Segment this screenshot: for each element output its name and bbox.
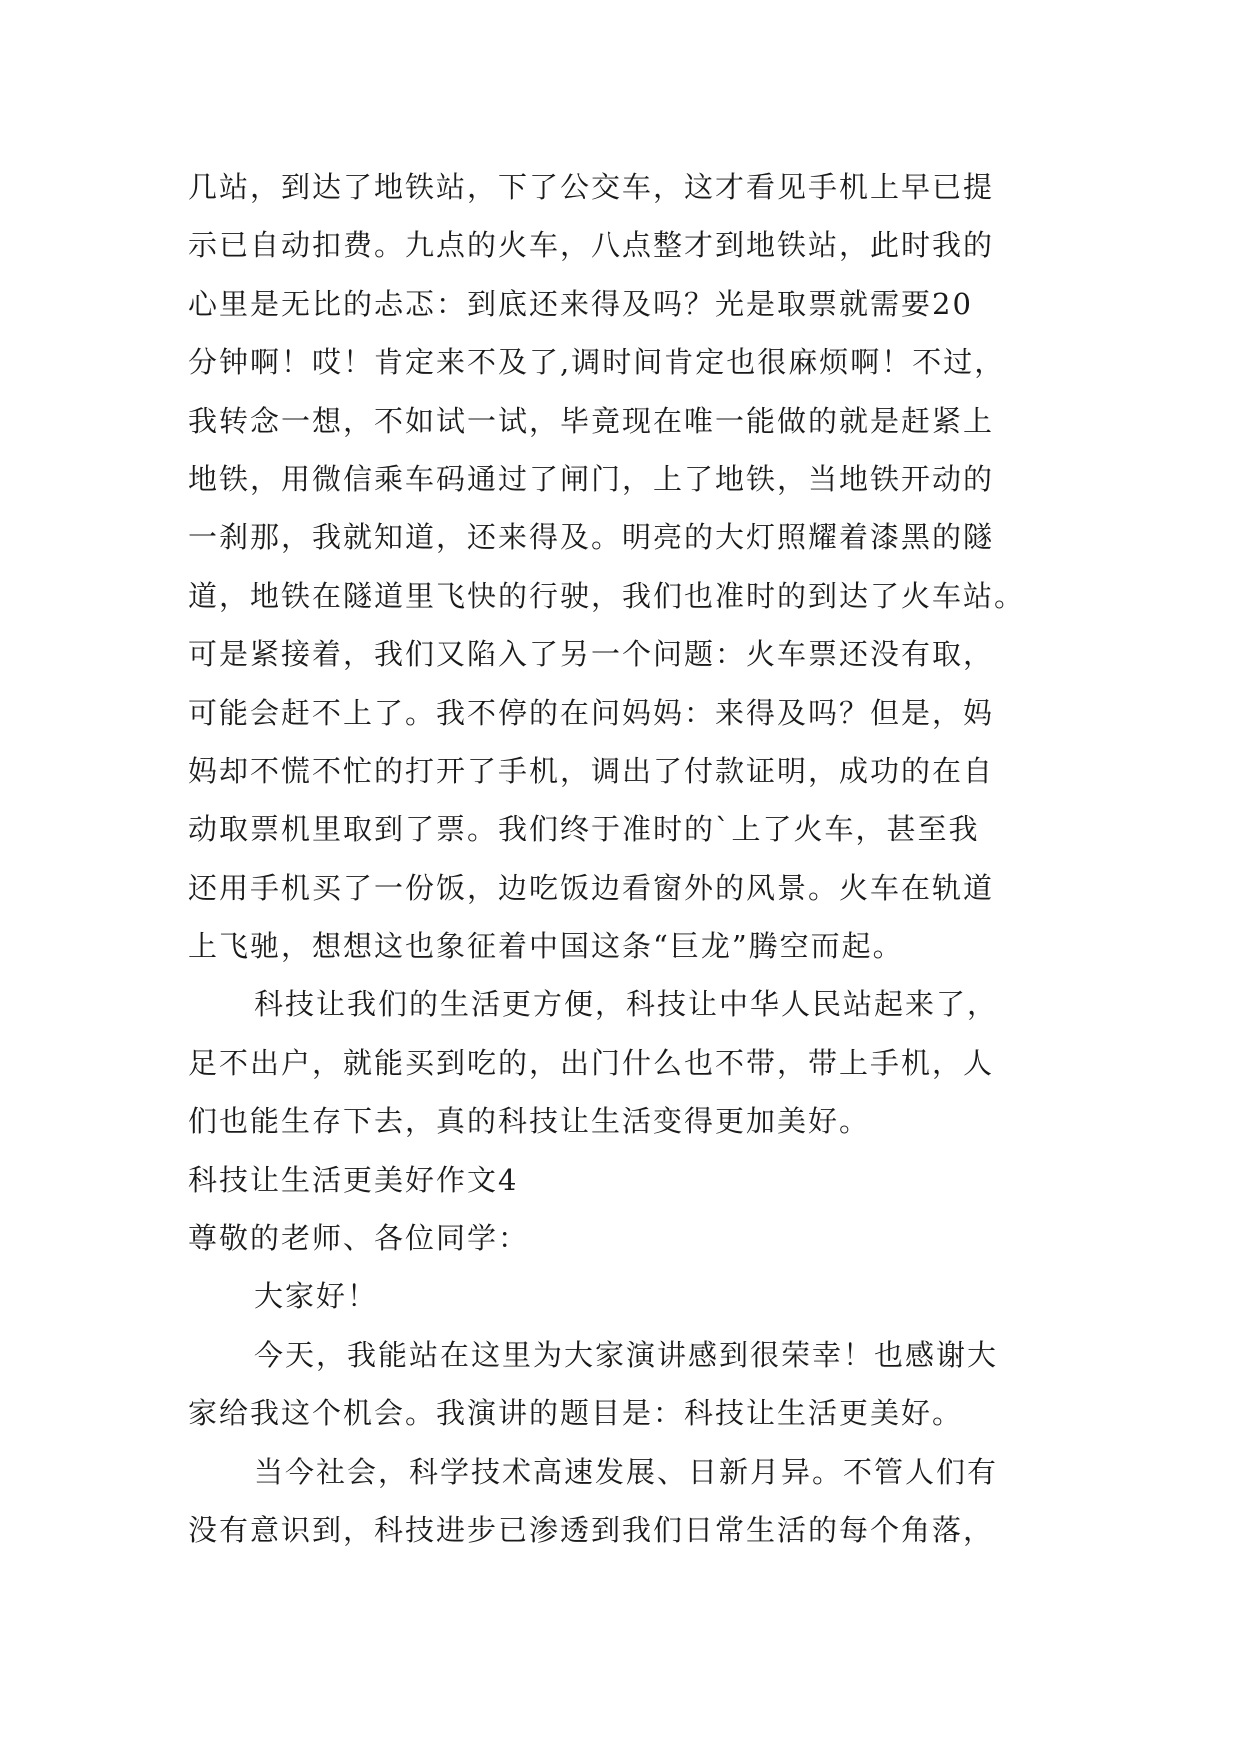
section-heading: 科技让生活更美好作文4	[188, 1162, 519, 1197]
text-line: 动取票机里取到了票。我们终于准时的`上了火车，甚至我	[188, 812, 980, 847]
text-line: 心里是无比的忐忑：到底还来得及吗？光是取票就需要20	[188, 286, 973, 321]
text-line: 可是紧接着，我们又陷入了另一个问题：火车票还没有取，	[188, 637, 995, 672]
document-page	[188, 158, 1068, 1559]
greeting: 大家好！	[254, 1279, 379, 1314]
text-line: 一刹那，我就知道，还来得及。明亮的大灯照耀着漆黑的隧	[188, 520, 995, 555]
salutation: 尊敬的老师、各位同学：	[188, 1221, 530, 1256]
text-line: 我转念一想，不如试一试，毕竟现在唯一能做的就是赶紧上	[188, 403, 995, 438]
text-line: 足不出户，就能买到吃的，出门什么也不带，带上手机，人	[188, 1045, 995, 1080]
text-line: 还用手机买了一份饭，边吃饭边看窗外的风景。火车在轨道	[188, 870, 995, 905]
text-line: 几站，到达了地铁站，下了公交车，这才看见手机上早已提	[188, 170, 995, 204]
text-line: 们也能生存下去，真的科技让生活变得更加美好。	[188, 1104, 871, 1139]
text-line: 道，地铁在隧道里飞快的行驶，我们也准时的到达了火车站。	[188, 578, 1026, 613]
text-line: 可能会赶不上了。我不停的在问妈妈：来得及吗？但是，妈	[188, 695, 995, 730]
text-line: 上飞驰，想想这也象征着中国这条“巨龙”腾空而起。	[188, 929, 904, 964]
text-line: 没有意识到，科技进步已渗透到我们日常生活的每个角落，	[188, 1512, 995, 1547]
text-line: 妈却不慌不忙的打开了手机，调出了付款证明，成功的在自	[188, 753, 995, 788]
text-line: 地铁，用微信乘车码通过了闸门，上了地铁，当地铁开动的	[188, 461, 995, 496]
text-line: 分钟啊！哎！肯定来不及了,调时间肯定也很麻烦啊！不过，	[188, 345, 1006, 380]
paragraph-start-line: 当今社会，科学技术高速发展、日新月异。不管人们有	[254, 1454, 999, 1489]
paragraph-start-line: 今天，我能站在这里为大家演讲感到很荣幸！也感谢大	[254, 1337, 999, 1372]
paragraph-start-line: 科技让我们的生活更方便，科技让中华人民站起来了，	[254, 987, 999, 1022]
text-line: 示已自动扣费。九点的火车，八点整才到地铁站，此时我的	[188, 228, 995, 263]
text-line: 家给我这个机会。我演讲的题目是：科技让生活更美好。	[188, 1396, 964, 1431]
